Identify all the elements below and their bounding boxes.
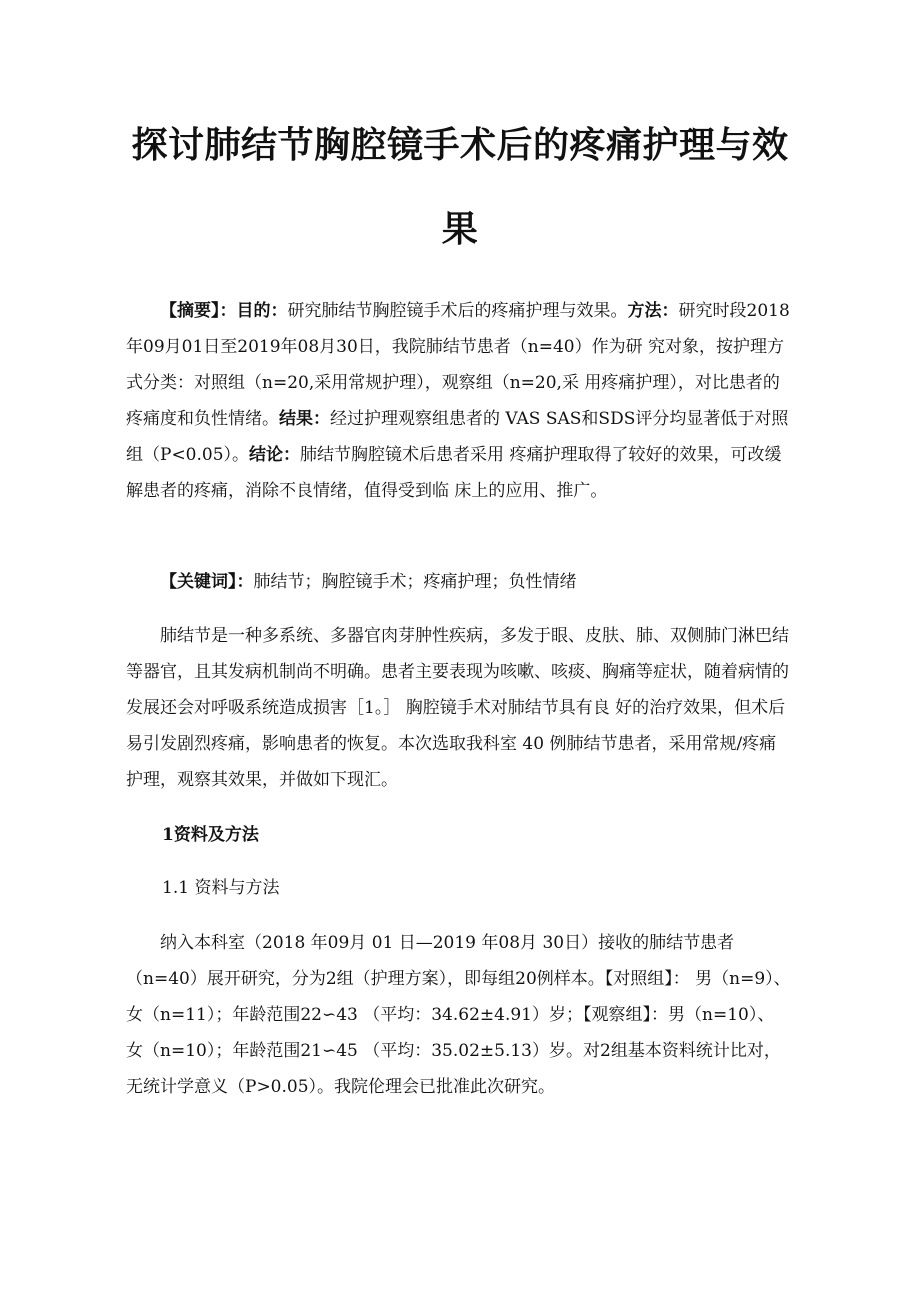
subsection-heading: 1.1 资料与方法 xyxy=(162,878,280,898)
result-text: 经过护理观察组患者的 VAS SAS和SDS评分均显著低于对照组（P<0.05）。 xyxy=(126,409,789,465)
section-heading: 1资料及方法 xyxy=(162,825,259,845)
result-label: 结果： xyxy=(279,409,330,429)
abstract-label: 【摘要】： xyxy=(160,301,237,321)
keywords-label: 【关键词】： xyxy=(160,572,254,592)
materials-paragraph: 纳入本科室（2018 年09月 01 日—2019 年08月 30日）接收的肺结节患者（n=40）展开研究，分为2组（护理方案），即每组20例样本。【对照组】： 男（n=9）、女（n=11）；年龄范围22∽43 （平均：34.62±4.91）岁；【观察组】：男（n=10）、女（n=10）；年龄范围21∽45 （平均：35.02±5.13）岁。对2组基本资料统计比对，无统计学意义（P>0.05）。我院伦理会已批准此次研究。 xyxy=(126,933,791,1097)
keywords-paragraph xyxy=(126,564,791,600)
conclusion-label: 结论： xyxy=(249,445,301,465)
method-label: 方法： xyxy=(627,301,679,321)
purpose-text: 研究肺结节胸腔镜手术后的疼痛护理与效果。 xyxy=(287,301,628,321)
intro-paragraph: 肺结节是一种多系统、多器官肉芽肿性疾病，多发于眼、皮肤、肺、双侧肺门淋巴结等器官，且其发病机制尚不明确。患者主要表现为咳嗽、咳痰、胸痛等症状，随着病情的发展还会对呼吸系统造成损害［1。］ 胸腔镜手术对肺结节具有良 好的治疗效果，但术后易引发剧烈疼痛，影响患者的恢复。本次选取我科室 40 例肺结节患者，采用常规/疼痛护理，观察其效果，并做如下现汇。 xyxy=(126,626,789,790)
conclusion-text: 肺结节胸腔镜术后患者采用 疼痛护理取得了较好的效果，可改缓解患者的疼痛，消除不良情绪，值得受到临 床上的应用、推广。 xyxy=(126,445,782,501)
abstract-paragraph xyxy=(126,293,791,509)
page-title: 探讨肺结节胸腔镜手术后的疼痛护理与效果 xyxy=(131,125,789,250)
purpose-label: 目的： xyxy=(236,301,288,321)
method-text: 研究时段2018年09月01日至2019年08月30日，我院肺结节患者（n=40）作为研 究对象，按护理方式分类：对照组（n=20,采用常规护理），观察组（n=20,采 用疼痛护理），对比患者的疼痛度和负性情绪。 xyxy=(126,301,790,429)
keywords-text: 肺结节；胸腔镜手术；疼痛护理；负性情绪 xyxy=(253,572,577,592)
